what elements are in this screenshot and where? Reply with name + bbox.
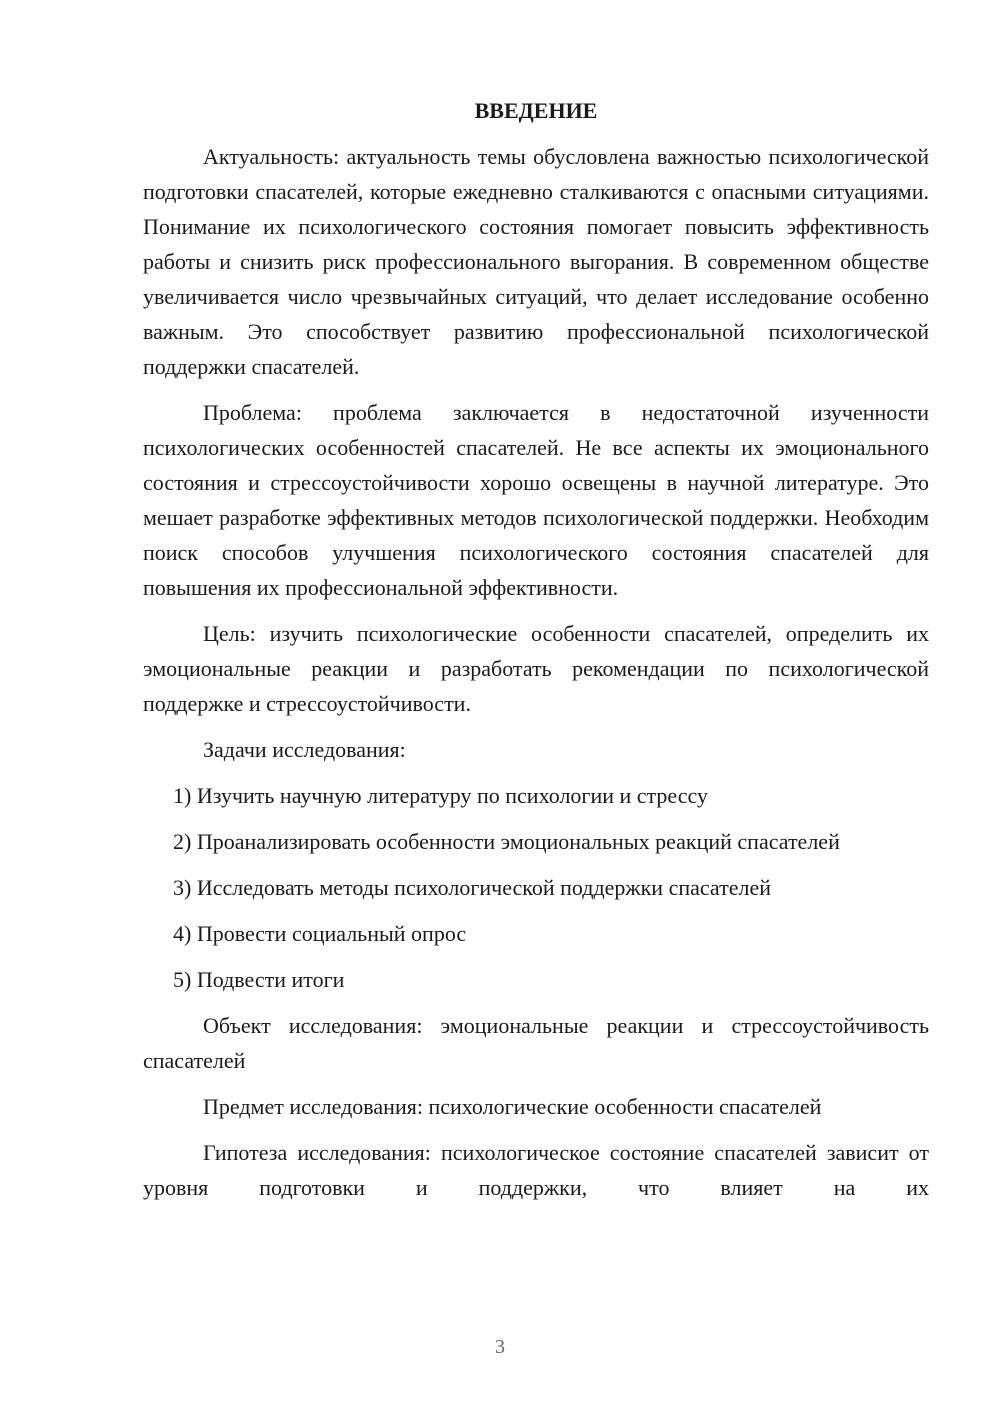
problem-paragraph: Проблема: проблема заключается в недостаточной изученности психологических особенностей спасателей. Не все аспекты их эмоционального состояния и стрессоустойчивости хорошо освещены в научной литературе. Это мешает разработке эффективных методов психологической поддержки. Необходим поиск способов улучшения психологического состояния спасателей для повышения их профессиональной эффективности. bbox=[143, 400, 929, 600]
section-heading: ВВЕДЕНИЕ bbox=[474, 98, 598, 123]
object-paragraph: Объект исследования: эмоциональные реакции и стрессоустойчивость спасателей bbox=[143, 1013, 929, 1073]
relevance-paragraph: Актуальность: актуальность темы обусловлена важностью психологической подготовки спасателей, которые ежедневно сталкиваются с опасными ситуациями. Понимание их психологического состояния помогает повысить эффективность работы и снизить риск профессионального выгорания. В современном обществе увеличивается число чрезвычайных ситуаций, что делает исследование особенно важным. Это способствует развитию профессиональной психологической поддержки спасателей. bbox=[143, 144, 929, 379]
hypothesis-paragraph: Гипотеза исследования: психологическое состояние спасателей зависит от уровня подготовки и поддержки, что влияет на их bbox=[143, 1140, 929, 1200]
task-item-5: 5) Подвести итоги bbox=[173, 967, 345, 992]
task-item-3: 3) Исследовать методы психологической поддержки спасателей bbox=[173, 875, 772, 900]
page-content bbox=[143, 95, 929, 1216]
task-item-1: 1) Изучить научную литературу по психологии и стрессу bbox=[173, 783, 708, 808]
tasks-title: Задачи исследования: bbox=[203, 737, 406, 762]
subject-paragraph: Предмет исследования: психологические особенности спасателей bbox=[203, 1094, 822, 1119]
page-number: 3 bbox=[495, 1336, 505, 1358]
task-item-4: 4) Провести социальный опрос bbox=[173, 921, 467, 946]
task-item-2: 2) Проанализировать особенности эмоциональных реакций спасателей bbox=[173, 829, 840, 854]
goal-paragraph: Цель: изучить психологические особенности спасателей, определить их эмоциональные реакции и разработать рекомендации по психологической поддержке и стрессоустойчивости. bbox=[143, 621, 929, 716]
